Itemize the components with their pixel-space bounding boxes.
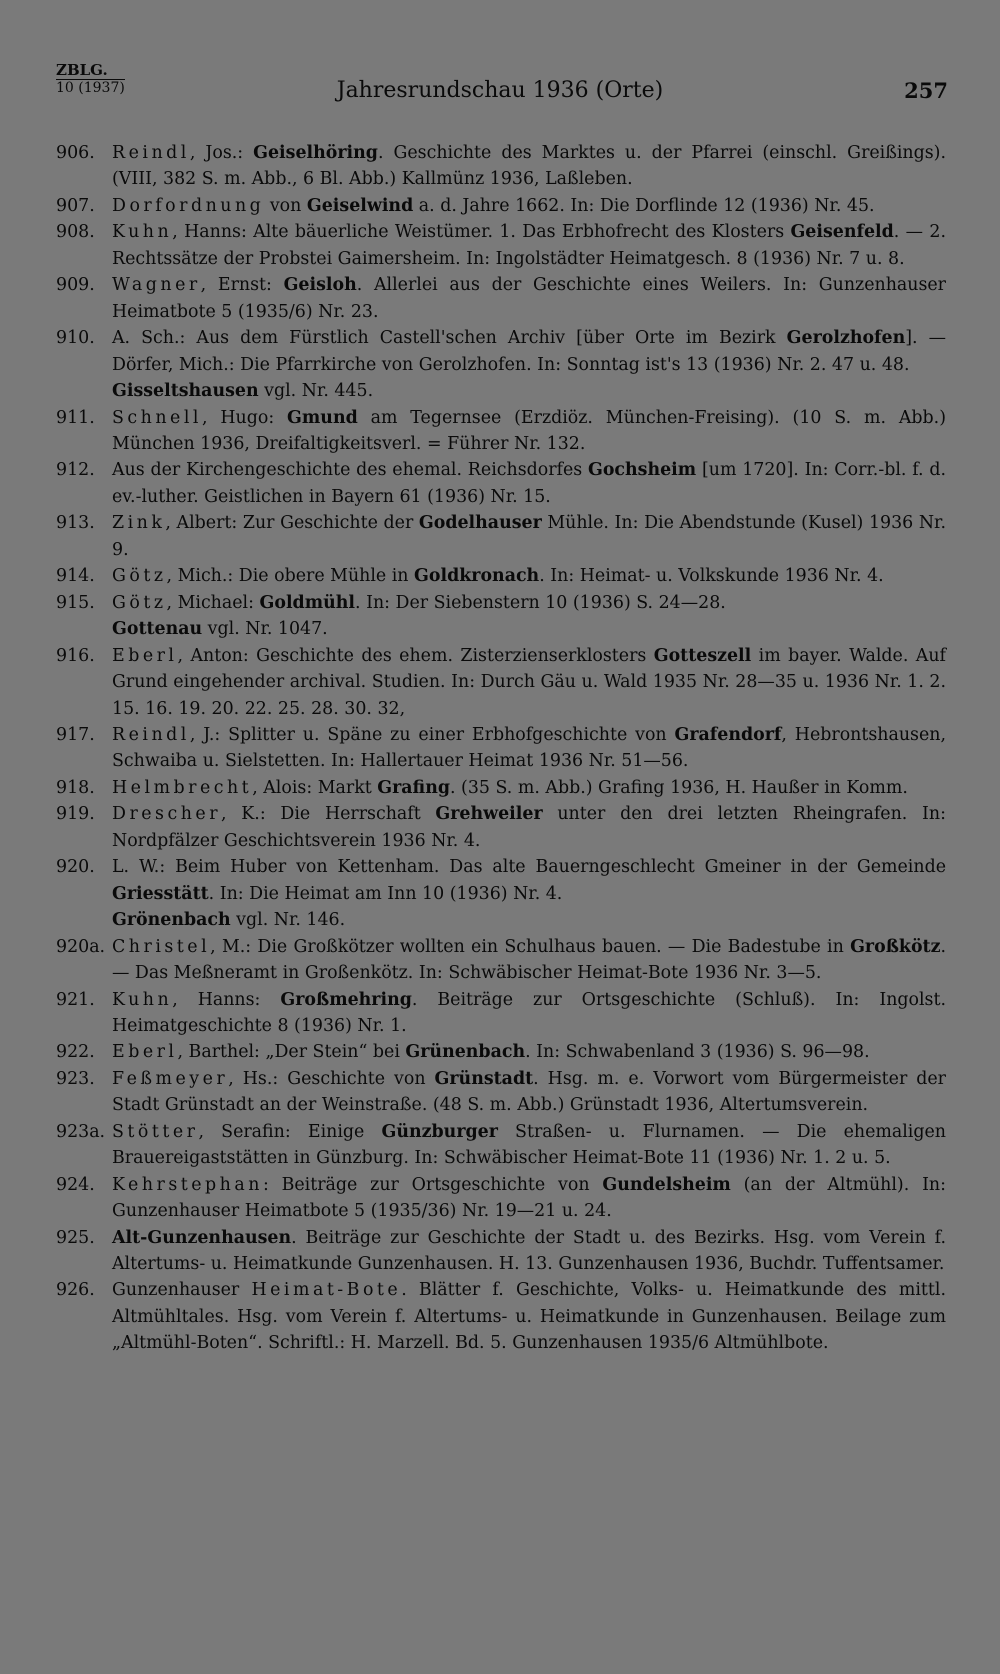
page-number: 257 [904,78,948,103]
entry-text [112,510,946,563]
bibliography-entry [56,1039,946,1065]
entry-segment: . — Das Meßneramt in Großenkötz. In: Schwäbischer Heimat-Bote 1936 Nr. 3—5. [112,936,946,984]
entry-segment: vgl. Nr. 146. [230,910,346,931]
running-title: Jahresrundschau 1936 (Orte) [336,78,664,103]
entry-segment: , Hanns: Alte bäuerliche Weistümer. 1. Das Erbhofrecht des Klosters [172,222,791,243]
bibliography-entry [56,987,946,1040]
entry-text [112,1172,946,1225]
entry-segment: . In: Die Heimat am Inn 10 (1936) Nr. 4. [208,883,563,904]
entry-text [112,854,946,907]
entry-number: 918. [56,777,95,798]
entry-segment: [um 1720]. In: Corr.-bl. f. d. ev.-luther. Geistlichen in Bayern 61 (1936) Nr. 15. [112,460,947,507]
entry-segment: . In: Schwabenland 3 (1936) S. 96—98. [525,1042,870,1063]
entry-segment: , J.: Splitter u. Späne zu einer Erbhofgeschichte von [189,724,675,745]
entry-segment: vgl. Nr. 1047. [202,619,328,640]
entry-segment: . (35 S. m. Abb.) Grafing 1936, H. Haußer in Komm. [450,777,908,798]
entry-text [112,193,946,219]
entry-text [112,775,946,801]
entry-segment: . Hsg. m. e. Vorwort vom Bürgermeister der Stadt Grünstadt an der Weinstraße. (48 S. m. Abb.) Grünstadt 1936, Altertumsverein. [112,1068,946,1116]
entry-text [112,987,946,1040]
bibliography-entry [56,775,946,801]
entry-number: 906. [56,143,95,163]
author-name: Götz [112,566,167,587]
author-name: Helmbrecht [112,777,253,798]
entry-number: 920a. [56,936,106,957]
place-name: Geisenfeld [790,222,894,243]
place-name: Grünenbach [405,1042,526,1063]
place-name: Großkötz [850,936,941,957]
bibliography-entry [56,801,946,854]
place-name: Alt-Gunzenhausen [112,1227,292,1248]
journal-abbreviation: ZBLG. [56,62,125,80]
bibliography-entry [56,219,946,272]
bibliography-entry [56,1172,946,1225]
entry-segment: , Hs.: Geschichte von [228,1068,435,1089]
place-name: Günzburger [381,1121,498,1142]
entry-number: 923. [56,1068,95,1089]
entry-text [112,1119,946,1172]
entry-segment: L. W.: Beim Huber von Kettenham. Das alte Bauerngeschlecht Gmeiner in der Gemeinde [112,857,946,878]
entry-segment: , Jos.: [189,143,254,163]
entry-segment: am Tegernsee (Erzdiöz. München-Freising). (10 S. m. Abb.) München 1936, Dreifaltigkeitsverl. = Führer Nr. 132. [112,407,946,454]
author-name: Götz [112,592,167,613]
entry-segment: . Beiträge zur Geschichte der Stadt u. des Bezirks. Hsg. vom Verein f. Altertums- u. Heimatkunde Gunzenhausen. H. 13. Gunzenhausen 1936, Buchdr. Tuffentsamer. [112,1227,946,1275]
entry-number: 924. [56,1174,95,1195]
place-name: Gerolzhofen [786,328,906,349]
entry-segment: Gunzenhauser [112,1280,252,1301]
place-name: Gisseltshausen [112,381,259,402]
entry-segment: , Hebrontshausen, Schwaiba u. Sielstetten. In: Hallertauer Heimat 1936 Nr. 51—56. [112,724,946,772]
entry-segment: : Beiträge zur Ortsgeschichte von [262,1174,603,1195]
entry-text [112,590,946,616]
bibliography-entry [56,907,946,933]
entry-text [112,1066,946,1119]
entry-text [112,1225,946,1278]
entry-number: 922. [56,1042,95,1063]
place-name: Gundelsheim [602,1174,731,1195]
entry-text [112,378,946,404]
entry-text [112,325,946,378]
bibliography-entry [56,1119,946,1172]
entry-text [112,272,946,325]
entry-text [112,801,946,854]
entry-text [112,722,946,775]
entry-text [112,907,946,933]
place-name: Goldkronach [414,566,540,587]
entry-segment: , Mich.: Die obere Mühle in [166,566,415,587]
entry-number: 914. [56,566,95,587]
entry-segment: Aus der Kirchengeschichte des ehemal. Reichsdorfes [112,460,588,481]
entry-segment: unter den drei letzten Rheingrafen. In: Nordpfälzer Geschichtsverein 1936 Nr. 4. [112,804,946,851]
bibliography-entry [56,378,946,404]
place-name: Grehweiler [435,804,543,825]
bibliography-entry [56,325,946,378]
entry-number: 908. [56,222,95,243]
place-name: Geisloh [283,275,357,296]
author-name: Dorfordnung [112,195,265,216]
place-name: Geiselhöring [253,143,378,163]
entry-number: 916. [56,645,95,666]
entry-text [112,563,946,589]
author-name: Stötter [112,1121,199,1142]
bibliography-entry [56,457,946,510]
place-name: Großmehring [280,989,412,1010]
entry-number: 923a. [56,1121,106,1142]
entry-number: 915. [56,592,95,613]
entry-segment: Mühle. In: Die Abendstunde (Kusel) 1936 Nr. 9. [112,513,946,560]
bibliography-entry [56,616,946,642]
place-name: Griesstätt [112,883,209,904]
author-name: Feßmeyer [112,1068,229,1089]
author-name: Heimat-Bote [251,1280,402,1301]
entry-segment: (an der Altmühl). In: Gunzenhauser Heimatbote 5 (1935/36) Nr. 19—21 u. 24. [112,1174,946,1222]
author-name: Drescher [112,804,222,825]
entry-segment: , Hugo: [201,407,288,428]
place-name: Gottenau [112,619,203,640]
entry-number: 925. [56,1227,95,1248]
journal-volume: 10 (1937) [56,80,125,96]
entry-text [112,405,946,458]
entry-number: 921. [56,989,95,1010]
entry-text [112,1277,946,1356]
entry-text [112,457,946,510]
place-name: Gmund [287,407,358,428]
author-name: Kuhn [112,989,173,1010]
entry-number: 917. [56,724,95,745]
author-name: Wagner [112,275,201,296]
bibliography-entry [56,1225,946,1278]
bibliography-entry [56,405,946,458]
entry-segment: . Beiträge zur Ortsgeschichte (Schluß). In: Ingolst. Heimatgeschichte 8 (1936) Nr. 1. [112,989,946,1036]
bibliography-entry [56,1277,946,1356]
author-name: Reindl [112,143,190,163]
entry-segment: Straßen- u. Flurnamen. — Die ehemaligen Brauereigaststätten in Günzburg. In: Schwäbischer Heimat-Bote 11 (1936) Nr. 1. 2 u. 5. [112,1121,946,1169]
entry-segment: , Albert: Zur Geschichte der [165,513,419,534]
place-name: Grünstadt [434,1068,534,1089]
bibliography-entry [56,643,946,722]
author-name: Eberl [112,1042,178,1063]
entry-number: 911. [56,407,95,428]
entry-segment: , M.: Die Großkötzer wollten ein Schulhaus bauen. — Die Badestube in [210,936,851,957]
place-name: Geiselwind [306,195,414,216]
entry-segment: , Ernst: [200,275,284,296]
author-name: Schnell [112,407,202,428]
bibliography-entry [56,934,946,987]
author-name: Kehrstephan [112,1174,263,1195]
bibliography-entry [56,590,946,616]
entry-number: 910. [56,328,95,349]
entry-segment: vgl. Nr. 445. [258,381,374,402]
entry-segment: a. d. Jahre 1662. In: Die Dorflinde 12 (1936) Nr. 45. [413,195,875,216]
entry-segment: . Geschichte des Marktes u. der Pfarrei (einschl. Greißings). (VIII, 382 S. m. Abb., 6 Bl. Abb.) Kallmünz 1936, Laßleben. [112,143,946,190]
author-name: Zink [112,513,166,534]
bibliography-entry [56,854,946,907]
entry-segment: . In: Der Siebenstern 10 (1936) S. 24—28. [355,592,726,613]
entry-number: 907. [56,195,95,216]
bibliography-entry [56,193,946,219]
entry-number: 909. [56,275,95,296]
entry-segment: , Hanns: [172,989,281,1010]
entry-text [112,140,946,193]
entry-text [112,219,946,272]
entry-number: 919. [56,804,95,825]
entry-segment: . Blätter f. Geschichte, Volks- u. Heimatkunde des mittl. Altmühltales. Hsg. vom Verein f. Altertums- u. Heimatkunde in Gunzenhausen. Beilage zum „Altmühl-Boten“. Schriftl.: H. Marzell. Bd. 5. Gunzenhausen 1935/6 Altmühlbote. [112,1280,946,1354]
place-name: Grönenbach [112,910,231,931]
place-name: Grafing [377,777,450,798]
entry-text [112,616,946,642]
entry-number: 913. [56,513,95,534]
bibliography-entry [56,510,946,563]
entry-segment: . — 2. Rechtssätze der Probstei Gaimersheim. In: Ingolstädter Heimatgesch. 8 (1936) Nr. 7 u. 8. [112,222,946,269]
place-name: Godelhauser [418,513,542,534]
entry-text [112,1039,946,1065]
entry-segment: von [264,195,307,216]
bibliography-entry [56,722,946,775]
entry-segment: . Allerlei aus der Geschichte eines Weilers. In: Gunzenhauser Heimatbote 5 (1935/6) Nr. 23. [112,275,946,322]
entry-text [112,934,946,987]
entry-segment: A. Sch.: Aus dem Fürstlich Castell'schen Archiv [über Orte im Bezirk [112,328,787,349]
place-name: Grafendorf [674,724,782,745]
entry-number: 920. [56,857,95,878]
bibliography-entry [56,272,946,325]
place-name: Gotteszell [653,645,752,666]
entry-segment: , K.: Die Herrschaft [221,804,436,825]
author-name: Kuhn [112,222,173,243]
bibliography-list [56,140,946,1357]
author-name: Christel [112,936,211,957]
bibliography-entry [56,563,946,589]
entry-segment: , Serafin: Einige [198,1121,382,1142]
entry-segment: , Anton: Geschichte des ehem. Zisterzienserklosters [177,645,654,666]
entry-segment: , Alois: Markt [252,777,378,798]
entry-number: 912. [56,460,95,481]
bibliography-entry [56,140,946,193]
entry-segment: im bayer. Walde. Auf Grund eingehender archival. Studien. In: Durch Gäu u. Wald 1935 Nr. 28—35 u. 1936 Nr. 1. 2. 15. 16. 19. 20. 22. 25. 28. 30. 32, [112,645,946,719]
entry-segment: . In: Heimat- u. Volkskunde 1936 Nr. 4. [539,566,884,587]
place-name: Goldmühl [259,592,356,613]
entry-segment: ]. — Dörfer, Mich.: Die Pfarrkirche von Gerolzhofen. In: Sonntag ist's 13 (1936) Nr. 2. 47 u. 48. [112,328,947,375]
author-name: Eberl [112,645,178,666]
entry-number: 926. [56,1280,95,1301]
place-name: Gochsheim [587,460,697,481]
author-name: Reindl [112,724,190,745]
entry-segment: , Barthel: „Der Stein“ bei [177,1042,406,1063]
entry-text [112,643,946,722]
bibliography-entry [56,1066,946,1119]
entry-segment: , Michael: [166,592,260,613]
